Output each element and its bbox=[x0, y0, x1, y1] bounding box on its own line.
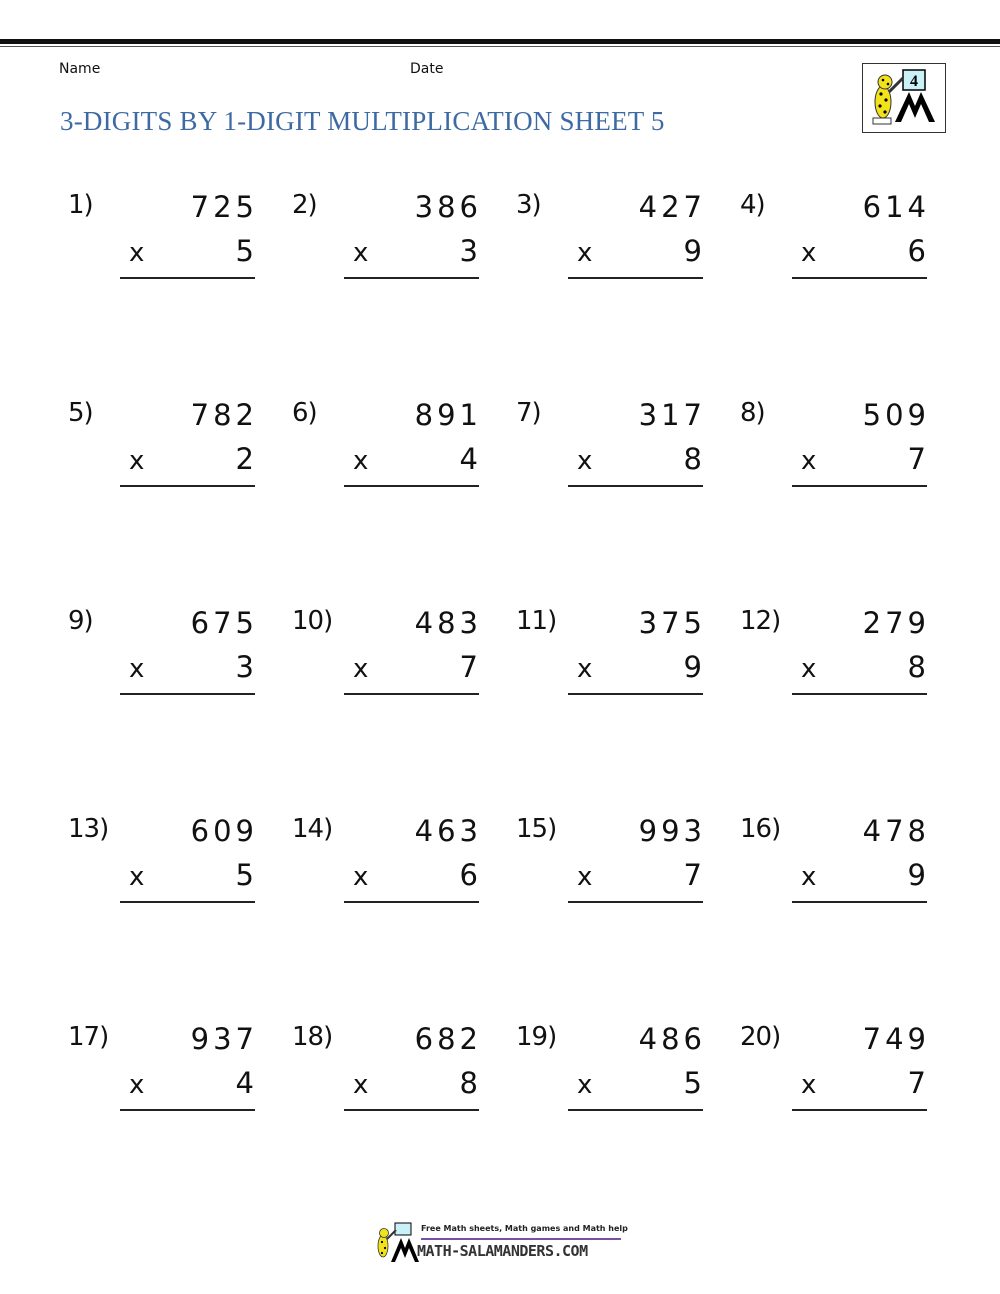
answer-line bbox=[120, 693, 255, 695]
multiply-sign: x bbox=[353, 862, 369, 892]
problem-7 bbox=[516, 398, 716, 508]
problem-number: 18) bbox=[292, 1022, 333, 1052]
problem-number: 3) bbox=[516, 190, 541, 220]
answer-line bbox=[344, 1109, 479, 1111]
multiplicand: 509 bbox=[862, 398, 930, 432]
problem-10 bbox=[292, 606, 492, 716]
answer-line bbox=[344, 901, 479, 903]
problem-13 bbox=[68, 814, 268, 924]
answer-line bbox=[792, 485, 927, 487]
page-title: 3-DIGITS BY 1-DIGIT MULTIPLICATION SHEET 5 bbox=[60, 106, 665, 136]
answer-line bbox=[120, 1109, 255, 1111]
problem-20 bbox=[740, 1022, 940, 1132]
problem-14 bbox=[292, 814, 492, 924]
multiply-sign: x bbox=[129, 446, 145, 476]
answer-line bbox=[120, 485, 255, 487]
problem-6 bbox=[292, 398, 492, 508]
multiplicand: 609 bbox=[190, 814, 258, 848]
multiplier: 7 bbox=[683, 858, 702, 892]
problem-12 bbox=[740, 606, 940, 716]
answer-line bbox=[568, 693, 703, 695]
problem-number: 13) bbox=[68, 814, 109, 844]
problem-3 bbox=[516, 190, 716, 300]
problem-number: 20) bbox=[740, 1022, 781, 1052]
answer-line bbox=[568, 277, 703, 279]
multiplicand: 682 bbox=[414, 1022, 482, 1056]
problem-15 bbox=[516, 814, 716, 924]
footer-tagline: Free Math sheets, Math games and Math help bbox=[421, 1224, 628, 1233]
multiplicand: 725 bbox=[190, 190, 258, 224]
name-label: Name bbox=[59, 61, 101, 77]
multiply-sign: x bbox=[129, 654, 145, 684]
answer-line bbox=[120, 901, 255, 903]
multiplier: 2 bbox=[235, 442, 254, 476]
answer-line bbox=[568, 1109, 703, 1111]
grade-number: 4 bbox=[910, 73, 918, 90]
multiplier: 4 bbox=[235, 1066, 254, 1100]
multiplier: 7 bbox=[907, 442, 926, 476]
multiplicand: 386 bbox=[414, 190, 482, 224]
multiply-sign: x bbox=[801, 654, 817, 684]
multiplier: 4 bbox=[459, 442, 478, 476]
answer-line bbox=[344, 277, 479, 279]
multiplier: 8 bbox=[683, 442, 702, 476]
multiply-sign: x bbox=[801, 862, 817, 892]
multiplier: 6 bbox=[459, 858, 478, 892]
multiplier: 9 bbox=[683, 234, 702, 268]
multiply-sign: x bbox=[577, 654, 593, 684]
multiplicand: 675 bbox=[190, 606, 258, 640]
answer-line bbox=[792, 901, 927, 903]
problem-number: 10) bbox=[292, 606, 333, 636]
answer-line bbox=[792, 277, 927, 279]
multiplier: 8 bbox=[907, 650, 926, 684]
multiplicand: 937 bbox=[190, 1022, 258, 1056]
multiply-sign: x bbox=[801, 446, 817, 476]
multiplier: 7 bbox=[459, 650, 478, 684]
multiplicand: 749 bbox=[862, 1022, 930, 1056]
problem-number: 16) bbox=[740, 814, 781, 844]
multiplier: 7 bbox=[907, 1066, 926, 1100]
multiply-sign: x bbox=[353, 654, 369, 684]
multiplicand: 279 bbox=[862, 606, 930, 640]
problem-number: 2) bbox=[292, 190, 317, 220]
multiply-sign: x bbox=[353, 446, 369, 476]
multiplicand: 782 bbox=[190, 398, 258, 432]
multiplicand: 891 bbox=[414, 398, 482, 432]
multiply-sign: x bbox=[353, 1070, 369, 1100]
answer-line bbox=[568, 485, 703, 487]
footer-branding bbox=[373, 1222, 628, 1264]
problem-number: 1) bbox=[68, 190, 93, 220]
multiplier: 9 bbox=[683, 650, 702, 684]
multiplicand: 427 bbox=[638, 190, 706, 224]
problem-19 bbox=[516, 1022, 716, 1132]
multiplicand: 463 bbox=[414, 814, 482, 848]
problem-number: 8) bbox=[740, 398, 765, 428]
answer-line bbox=[120, 277, 255, 279]
multiply-sign: x bbox=[129, 1070, 145, 1100]
problem-number: 7) bbox=[516, 398, 541, 428]
problem-number: 9) bbox=[68, 606, 93, 636]
multiplicand: 993 bbox=[638, 814, 706, 848]
answer-line bbox=[792, 1109, 927, 1111]
multiply-sign: x bbox=[129, 238, 145, 268]
date-label: Date bbox=[410, 61, 444, 77]
multiplier: 8 bbox=[459, 1066, 478, 1100]
top-border-thick bbox=[0, 39, 1000, 44]
multiplier: 3 bbox=[235, 650, 254, 684]
multiply-sign: x bbox=[577, 238, 593, 268]
multiplicand: 614 bbox=[862, 190, 930, 224]
answer-line bbox=[792, 693, 927, 695]
multiplier: 6 bbox=[907, 234, 926, 268]
multiplier: 5 bbox=[683, 1066, 702, 1100]
answer-line bbox=[568, 901, 703, 903]
problem-17 bbox=[68, 1022, 268, 1132]
problem-5 bbox=[68, 398, 268, 508]
multiply-sign: x bbox=[353, 238, 369, 268]
problem-number: 4) bbox=[740, 190, 765, 220]
answer-line bbox=[344, 485, 479, 487]
problem-2 bbox=[292, 190, 492, 300]
problem-number: 12) bbox=[740, 606, 781, 636]
problem-18 bbox=[292, 1022, 492, 1132]
problem-11 bbox=[516, 606, 716, 716]
multiplicand: 375 bbox=[638, 606, 706, 640]
multiplier: 5 bbox=[235, 858, 254, 892]
problem-number: 17) bbox=[68, 1022, 109, 1052]
problem-number: 11) bbox=[516, 606, 557, 636]
multiply-sign: x bbox=[801, 238, 817, 268]
multiply-sign: x bbox=[577, 1070, 593, 1100]
multiplicand: 486 bbox=[638, 1022, 706, 1056]
salamander-logo-icon bbox=[862, 63, 946, 133]
multiply-sign: x bbox=[801, 1070, 817, 1100]
multiply-sign: x bbox=[129, 862, 145, 892]
multiplier: 5 bbox=[235, 234, 254, 268]
problem-number: 14) bbox=[292, 814, 333, 844]
multiply-sign: x bbox=[577, 862, 593, 892]
footer-divider bbox=[421, 1238, 621, 1240]
problem-8 bbox=[740, 398, 940, 508]
problem-16 bbox=[740, 814, 940, 924]
multiplicand: 478 bbox=[862, 814, 930, 848]
multiplicand: 483 bbox=[414, 606, 482, 640]
multiplier: 3 bbox=[459, 234, 478, 268]
problem-number: 5) bbox=[68, 398, 93, 428]
salamander-easel-icon bbox=[373, 1222, 419, 1264]
answer-line bbox=[344, 693, 479, 695]
problem-9 bbox=[68, 606, 268, 716]
problem-4 bbox=[740, 190, 940, 300]
multiplier: 9 bbox=[907, 858, 926, 892]
problem-number: 19) bbox=[516, 1022, 557, 1052]
multiplicand: 317 bbox=[638, 398, 706, 432]
footer-site-name: MATH-SALAMANDERS.COM bbox=[417, 1242, 588, 1260]
problem-number: 15) bbox=[516, 814, 557, 844]
top-border-thin bbox=[0, 46, 1000, 47]
multiply-sign: x bbox=[577, 446, 593, 476]
problem-number: 6) bbox=[292, 398, 317, 428]
problem-1 bbox=[68, 190, 268, 300]
